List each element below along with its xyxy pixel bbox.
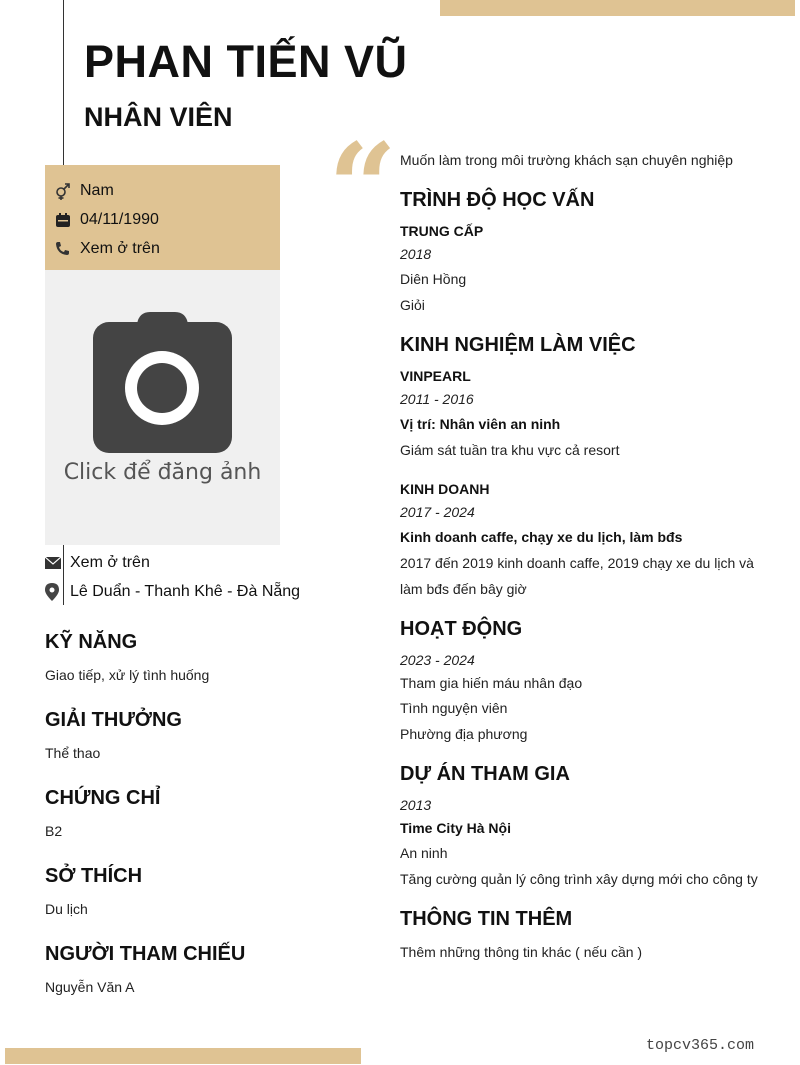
skills-content: Giao tiếp, xử lý tình huống xyxy=(45,667,210,683)
location-icon xyxy=(45,583,70,601)
experience-description: 2017 đến 2019 kinh doanh caffe, 2019 chạy xe du lịch và xyxy=(400,555,754,571)
project-description: Tăng cường quản lý công trình xây dựng mới cho công ty xyxy=(400,871,758,887)
extra-info-title: THÔNG TIN THÊM xyxy=(400,908,573,930)
top-accent-bar xyxy=(440,0,795,16)
references-title: NGƯỜI THAM CHIẾU xyxy=(45,943,246,965)
references-content: Nguyễn Văn A xyxy=(45,979,135,995)
photo-upload-area[interactable] xyxy=(45,270,280,545)
experience-position: Vị trí: Nhân viên an ninh xyxy=(400,416,561,432)
education-grade: Giỏi xyxy=(400,297,425,313)
career-objective: Muốn làm trong môi trường khách sạn chuyên nghiệp xyxy=(400,152,733,168)
education-school: Diên Hồng xyxy=(400,271,467,287)
phone-icon xyxy=(45,241,80,257)
quote-icon: “ xyxy=(328,117,398,258)
activity-item: Tham gia hiến máu nhân đạo xyxy=(400,675,583,691)
birthday-value: 04/11/1990 xyxy=(80,211,159,228)
education-year: 2018 xyxy=(400,246,432,262)
personal-info-box xyxy=(45,165,280,270)
gender-value: Nam xyxy=(80,182,114,199)
project-role: An ninh xyxy=(400,845,448,861)
awards-content: Thể thao xyxy=(45,745,101,761)
certificates-title: CHỨNG CHỈ xyxy=(45,787,161,809)
hobbies-title: SỞ THÍCH xyxy=(45,865,143,887)
experience-period: 2017 - 2024 xyxy=(400,504,475,520)
experience-company: VINPEARL xyxy=(400,368,471,384)
email-value: Xem ở trên xyxy=(70,554,150,571)
education-level: TRUNG CẤP xyxy=(400,223,484,239)
activity-item: Phường địa phương xyxy=(400,726,528,742)
project-year: 2013 xyxy=(400,797,432,813)
calendar-icon xyxy=(45,212,80,228)
hobbies-content: Du lịch xyxy=(45,901,88,917)
info-gender xyxy=(45,179,114,203)
site-watermark: topcv365.com xyxy=(646,1037,755,1054)
project-name: Time City Hà Nội xyxy=(400,820,511,836)
contact-address xyxy=(45,580,300,604)
projects-title: DỰ ÁN THAM GIA xyxy=(400,763,570,785)
experience-description-cont: làm bđs đến bây giờ xyxy=(400,581,527,597)
bottom-accent-bar xyxy=(5,1048,361,1064)
photo-upload-label[interactable]: Click để đăng ảnh xyxy=(63,460,262,485)
contact-email xyxy=(45,551,150,575)
phone-value: Xem ở trên xyxy=(80,240,160,257)
header-divider-line xyxy=(63,0,64,165)
awards-title: GIẢI THƯỞNG xyxy=(45,709,182,731)
camera-icon xyxy=(92,310,233,455)
experience-title: KINH NGHIỆM LÀM VIỆC xyxy=(400,334,636,356)
activities-period: 2023 - 2024 xyxy=(400,652,475,668)
gender-icon xyxy=(45,182,80,200)
candidate-role: NHÂN VIÊN xyxy=(84,102,233,132)
experience-company: KINH DOANH xyxy=(400,481,490,497)
email-icon xyxy=(45,557,70,569)
experience-period: 2011 - 2016 xyxy=(400,391,474,407)
experience-description: Giám sát tuần tra khu vực cả resort xyxy=(400,442,620,458)
info-phone xyxy=(45,237,160,261)
education-title: TRÌNH ĐỘ HỌC VẤN xyxy=(400,189,595,211)
extra-info-content: Thêm những thông tin khác ( nếu cần ) xyxy=(400,944,643,960)
experience-position: Kinh doanh caffe, chạy xe du lịch, làm bđs xyxy=(400,529,683,545)
certificates-content: B2 xyxy=(45,823,63,839)
activities-title: HOẠT ĐỘNG xyxy=(400,618,523,640)
skills-title: KỸ NĂNG xyxy=(45,631,138,653)
activity-item: Tình nguyện viên xyxy=(400,700,508,716)
info-birthday xyxy=(45,208,159,232)
candidate-name: PHAN TIẾN VŨ xyxy=(84,36,408,87)
address-value: Lê Duẩn - Thanh Khê - Đà Nẵng xyxy=(70,583,301,600)
